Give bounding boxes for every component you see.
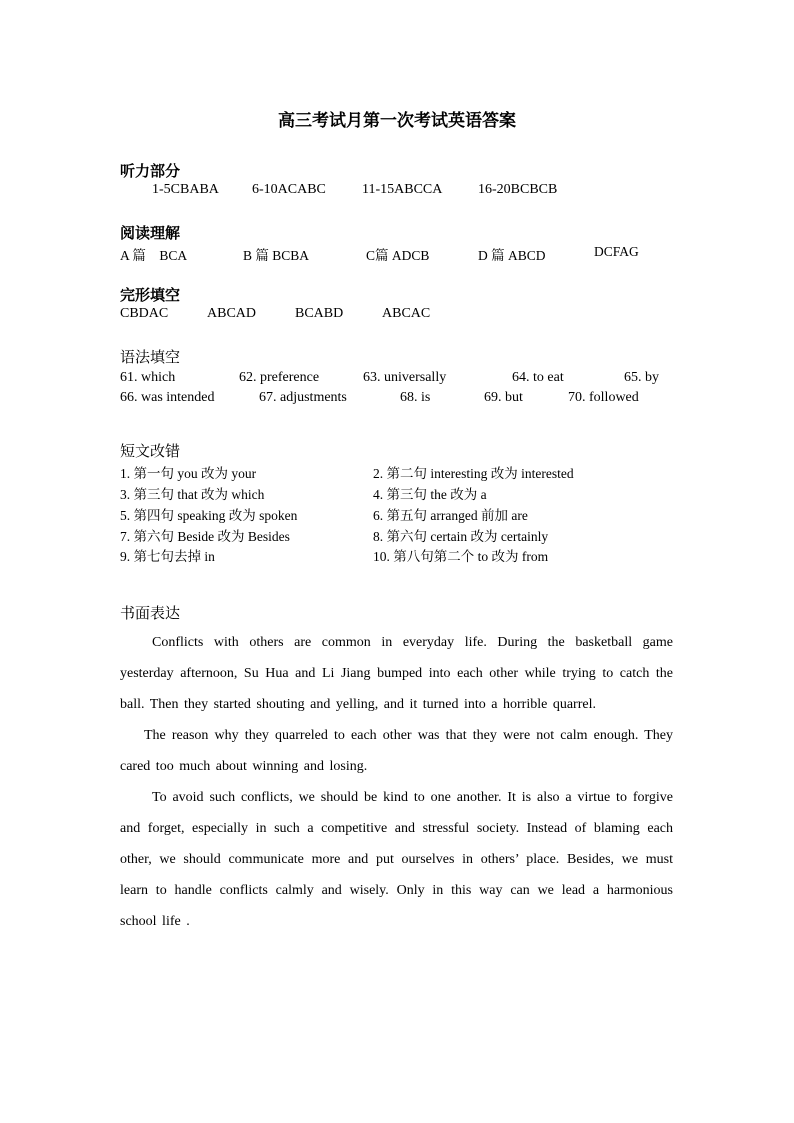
listening-answer: 1-5CBABA xyxy=(152,182,219,197)
cloze-heading: 完形填空 xyxy=(120,286,181,304)
grammar-answer: 63. universally xyxy=(363,370,447,385)
correction-item: 10. 第八句第二个 to 改为 from xyxy=(373,549,549,564)
reading-heading: 阅读理解 xyxy=(120,224,181,242)
correction-item: 3. 第三句 that 改为 which xyxy=(120,487,265,502)
reading-answer: B 篇 BCBA xyxy=(243,248,310,263)
listening-answer: 16-20BCBCB xyxy=(478,182,558,197)
correction-item: 7. 第六句 Beside 改为 Besides xyxy=(120,529,290,544)
grammar-answer: 68. is xyxy=(400,390,431,405)
page-title: 高三考试月第一次考试英语答案 xyxy=(278,111,516,131)
cloze-answer: BCABD xyxy=(295,306,344,321)
correction-item: 6. 第五句 arranged 前加 are xyxy=(373,508,528,523)
grammar-answer: 64. to eat xyxy=(512,370,564,385)
writing-heading: 书面表达 xyxy=(120,604,181,622)
listening-heading: 听力部分 xyxy=(120,162,181,180)
grammar-answer: 69. but xyxy=(484,390,523,405)
correction-heading: 短文改错 xyxy=(120,442,181,460)
grammar-answer: 61. which xyxy=(120,370,176,385)
grammar-heading: 语法填空 xyxy=(120,348,181,366)
reading-answer: D 篇 ABCD xyxy=(478,248,546,263)
listening-answer: 6-10ACABC xyxy=(252,182,326,197)
reading-answer: C篇 ADCB xyxy=(366,248,430,263)
essay-paragraph-2: The reason why they quarreled to each other was that they were not calm enough. They cared too much about winning and losing. xyxy=(120,728,673,774)
grammar-answer: 65. by xyxy=(624,370,659,385)
listening-answer: 11-15ABCCA xyxy=(362,182,443,197)
cloze-answer: ABCAD xyxy=(207,306,257,321)
grammar-answer: 62. preference xyxy=(239,370,320,385)
correction-item: 8. 第六句 certain 改为 certainly xyxy=(373,529,549,544)
essay-paragraph-1: Conflicts with others are common in everyday life. During the basketball game yesterday afternoon, Su Hua and Li Jiang bumped into each other while trying to catch the ball. Then they started shouting and yelling, and it turned into a horrible quarrel. xyxy=(120,635,673,712)
reading-answer: DCFAG xyxy=(594,244,639,259)
essay-paragraph-3: To avoid such conflicts, we should be kind to one another. It is also a virtue to forgive and forget, especially in such a competitive and stressful society. Instead of blaming each other, we should communicate more and put ourselves in others’ place. Besides, we must learn to handle conflicts calmly and wisely. Only in this way can we lead a harmonious school life . xyxy=(120,790,673,929)
correction-item: 1. 第一句 you 改为 your xyxy=(120,466,257,481)
cloze-answer: ABCAC xyxy=(382,306,431,321)
essay xyxy=(120,627,673,937)
cloze-answer: CBDAC xyxy=(120,306,169,321)
correction-item: 9. 第七句去掉 in xyxy=(120,549,215,564)
grammar-answer: 66. was intended xyxy=(120,390,215,405)
reading-answer: A 篇 BCA xyxy=(120,248,188,263)
grammar-answer: 67. adjustments xyxy=(259,390,347,405)
correction-item: 5. 第四句 speaking 改为 spoken xyxy=(120,508,298,523)
correction-item: 2. 第二句 interesting 改为 interested xyxy=(373,466,574,481)
correction-item: 4. 第三句 the 改为 a xyxy=(373,487,487,502)
grammar-answer: 70. followed xyxy=(568,390,639,405)
